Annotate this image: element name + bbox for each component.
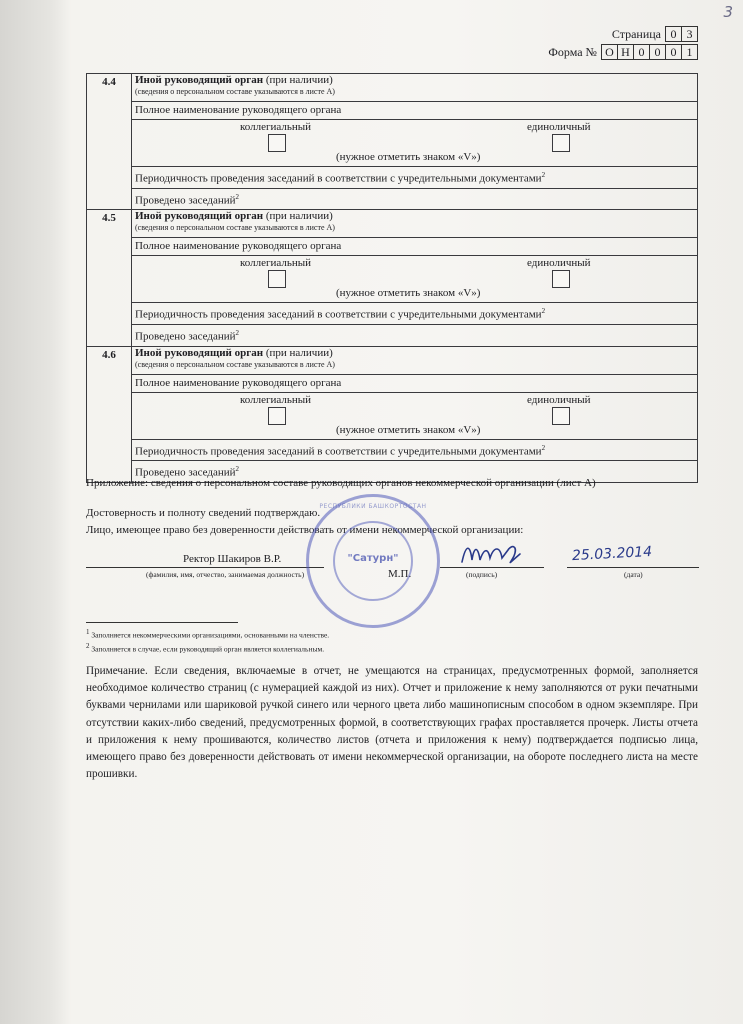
meetings-held-field[interactable]: Проведено заседаний$^2$ <box>132 324 698 346</box>
confirm-line-2: Лицо, имеющее право без доверенности действовать от имени некоммерческой организации: <box>86 524 524 536</box>
footnote-2: $^2$ Заполняется в случае, если руководящий орган является коллегиальным. <box>86 642 325 654</box>
handwritten-page-number: 3 <box>723 3 733 21</box>
meetings-held-field[interactable]: Проведено заседаний$^2$ <box>132 188 698 210</box>
date-line <box>567 567 699 568</box>
form-digit: 0 <box>634 44 650 60</box>
periodicity-label: Периодичность проведения заседаний в соответствии с учредительными документами <box>135 445 542 458</box>
section-header-row <box>87 346 698 374</box>
check-hint: (нужное отметить знаком «V») <box>336 151 481 163</box>
page-number-row <box>612 26 698 42</box>
collegial-label: коллегиальный <box>240 393 312 406</box>
page-digit-cells <box>665 26 698 42</box>
form-digit: 0 <box>666 44 682 60</box>
section-note: (сведения о персональном составе указываются в листе А) <box>135 223 335 233</box>
check-hint: (нужное отметить знаком «V») <box>336 287 481 300</box>
type-choice-cell <box>132 256 698 303</box>
sole-checkbox[interactable] <box>552 134 570 152</box>
section-number: 4.6 <box>87 346 132 482</box>
note-paragraph: Примечание. Если сведения, включаемые в отчет, не умещаются на страницах, предусмотренных формой, заполняется необходимое количество страниц (с нумерацией каждой из них). Отчет и приложение к нему заполняются от руки печатными буквами чернилами или шариковой ручкой синего или черного цвета либо машинописным способом в одном экземпляре. При отсутствии каких-либо сведений, предусмотренных формой, в соответствующих графах проставляется прочерк. Листы отчета и приложения к нему прошиваются, количество листов (отчета и приложения к нему) подтверждается подписью лица, имеющего право без доверенности действовать от имени некоммерческой организации, на обороте последнего листа на месте прошивки. <box>86 665 698 781</box>
signer-name: Ректор Шакиров В.Р. <box>183 553 282 565</box>
appendix-line: Приложение: сведения о персональном составе руководящих органов некоммерческой организации (лист А) <box>86 477 596 489</box>
sole-checkbox[interactable] <box>552 270 570 288</box>
meetings-held-label: Проведено заседаний <box>135 194 236 207</box>
section-number: 4.4 <box>87 74 132 210</box>
date-caption: (дата) <box>624 570 643 579</box>
periodicity-label: Периодичность проведения заседаний в соответствии с учредительными документами <box>135 308 542 321</box>
section-number: 4.5 <box>87 210 132 346</box>
collegial-label: коллегиальный <box>240 121 312 133</box>
page-label: Страница <box>611 26 661 41</box>
page-digit: 0 <box>666 26 682 42</box>
section-header-row <box>87 210 698 238</box>
name-caption: (фамилия, имя, отчество, занимаемая должность) <box>146 570 305 579</box>
handwritten-date: 25.03.2014 <box>571 543 653 565</box>
periodicity-field[interactable]: Периодичность проведения заседаний в соответствии с учредительными документами$^2$ <box>132 167 698 189</box>
type-choice-cell <box>132 120 698 167</box>
footnote-1: $^1$ Заполняется некоммерческими организациями, основанными на членстве. <box>86 628 330 640</box>
stamp-center-text: "Сатурн" <box>347 553 399 564</box>
name-line <box>86 567 324 568</box>
full-name-field[interactable]: Полное наименование руководящего органа <box>132 238 698 256</box>
meetings-held-field[interactable]: Проведено заседаний$^2$ <box>132 461 698 483</box>
scan-shadow <box>0 0 70 1024</box>
type-choice-cell <box>132 392 698 439</box>
sole-checkbox[interactable] <box>552 407 570 425</box>
section-title-paren: (при наличии) <box>265 210 333 223</box>
section-title-paren: (при наличии) <box>265 346 333 359</box>
form-label: Форма № <box>548 44 597 59</box>
sole-label: единоличный <box>527 257 591 270</box>
collegial-checkbox[interactable] <box>268 407 286 425</box>
stamp-ring-text: РЕСПУБЛИКИ БАШКОРТОСТАН <box>319 503 427 510</box>
periodicity-field[interactable]: Периодичность проведения заседаний в соответствии с учредительными документами$^2$ <box>132 303 698 325</box>
meetings-held-label: Проведено заседаний <box>135 330 236 343</box>
form-digit: О <box>602 44 618 60</box>
section-title: Иной руководящий орган <box>135 74 264 86</box>
sole-label: единоличный <box>527 121 591 133</box>
mp-label: М.П. <box>388 568 412 580</box>
full-name-field[interactable]: Полное наименование руководящего органа <box>132 102 698 120</box>
section-note: (сведения о персональном составе указываются в листе А) <box>135 87 335 96</box>
check-hint: (нужное отметить знаком «V») <box>336 423 481 436</box>
section-title: Иной руководящий орган <box>135 210 264 223</box>
signature-scribble <box>460 540 524 570</box>
section-title: Иной руководящий орган <box>135 346 264 359</box>
section-note: (сведения о персональном составе указываются в листе А) <box>135 359 335 369</box>
governing-bodies-table <box>86 73 698 483</box>
sign-caption: (подпись) <box>466 570 498 579</box>
page-digit: 3 <box>682 26 698 42</box>
collegial-label: коллегиальный <box>240 257 312 270</box>
full-name-field[interactable]: Полное наименование руководящего органа <box>132 374 698 392</box>
confirm-line-1: Достоверность и полноту сведений подтверждаю. <box>86 507 321 519</box>
meetings-held-label: Проведено заседаний <box>135 466 236 479</box>
section-title-paren: (при наличии) <box>265 74 333 86</box>
form-digit: Н <box>618 44 634 60</box>
form-digit: 1 <box>682 44 698 60</box>
collegial-checkbox[interactable] <box>268 270 286 288</box>
section-header-row <box>87 74 698 102</box>
periodicity-label: Периодичность проведения заседаний в соответствии с учредительными документами <box>135 172 542 185</box>
collegial-checkbox[interactable] <box>268 134 286 152</box>
organization-stamp <box>306 494 440 628</box>
form-digit: 0 <box>650 44 666 60</box>
periodicity-field[interactable]: Периодичность проведения заседаний в соответствии с учредительными документами$^2$ <box>132 439 698 461</box>
footnote-rule <box>86 622 238 623</box>
form-digit-cells <box>601 44 698 60</box>
form-number-row <box>548 44 698 60</box>
sole-label: единоличный <box>527 393 591 406</box>
